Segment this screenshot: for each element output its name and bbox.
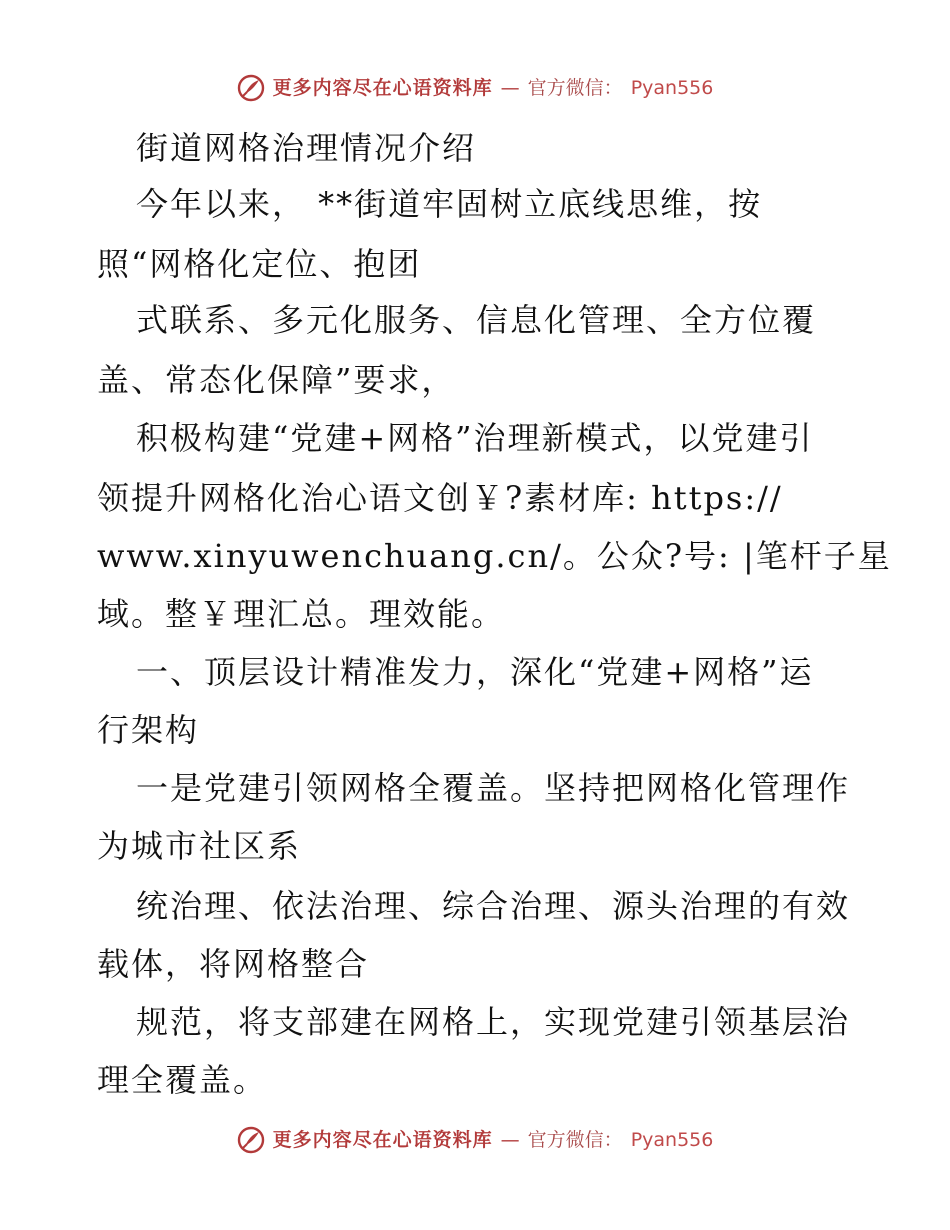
section-heading: 行架构 bbox=[97, 711, 200, 749]
paragraph-line: 领提升网格化治心语文创￥?素材库: https:// bbox=[97, 479, 783, 517]
paragraph-line: 载体，将网格整合 bbox=[97, 945, 370, 983]
paragraph-line: 一是党建引领网格全覆盖。坚持把网格化管理作 bbox=[136, 769, 851, 807]
footer-watermark-banner bbox=[0, 1126, 950, 1154]
wechat-label: 官方微信： bbox=[527, 77, 623, 99]
section-heading: 一、顶层设计精准发力，深化“党建+网格”运 bbox=[136, 653, 814, 691]
wechat-id: Pyan556 bbox=[630, 77, 714, 99]
document-title: 街道网格治理情况介绍 bbox=[136, 129, 477, 167]
feather-pen-icon bbox=[237, 74, 265, 102]
paragraph-line: 照“网格化定位、抱团 bbox=[97, 245, 422, 283]
paragraph-line: 式联系、多元化服务、信息化管理、全方位覆 bbox=[136, 301, 817, 339]
paragraph-line: www.xinyuwenchuang.cn/。公众?号: |笔杆子星 bbox=[97, 537, 892, 575]
site-name: 更多内容尽在心语资料库 bbox=[272, 1129, 493, 1151]
paragraph-line: 积极构建“党建+网格”治理新模式，以党建引 bbox=[136, 419, 814, 457]
paragraph-line: 理全覆盖。 bbox=[97, 1061, 268, 1099]
separator: — bbox=[500, 1129, 520, 1151]
paragraph-line: 规范，将支部建在网格上，实现党建引领基层治 bbox=[136, 1003, 851, 1041]
separator: — bbox=[500, 77, 520, 99]
paragraph-line: 今年以来， **街道牢固树立底线思维，按 bbox=[136, 185, 763, 223]
wechat-id: Pyan556 bbox=[630, 1129, 714, 1151]
feather-pen-icon bbox=[237, 1126, 265, 1154]
paragraph-line: 统治理、依法治理、综合治理、源头治理的有效 bbox=[136, 887, 851, 925]
wechat-label: 官方微信： bbox=[527, 1129, 623, 1151]
paragraph-line: 域。整￥理汇总。理效能。 bbox=[97, 595, 506, 633]
paragraph-line: 为城市社区系 bbox=[97, 827, 302, 865]
paragraph-line: 盖、常态化保障”要求， bbox=[97, 361, 456, 399]
header-watermark-banner bbox=[0, 74, 950, 102]
site-name: 更多内容尽在心语资料库 bbox=[272, 77, 493, 99]
